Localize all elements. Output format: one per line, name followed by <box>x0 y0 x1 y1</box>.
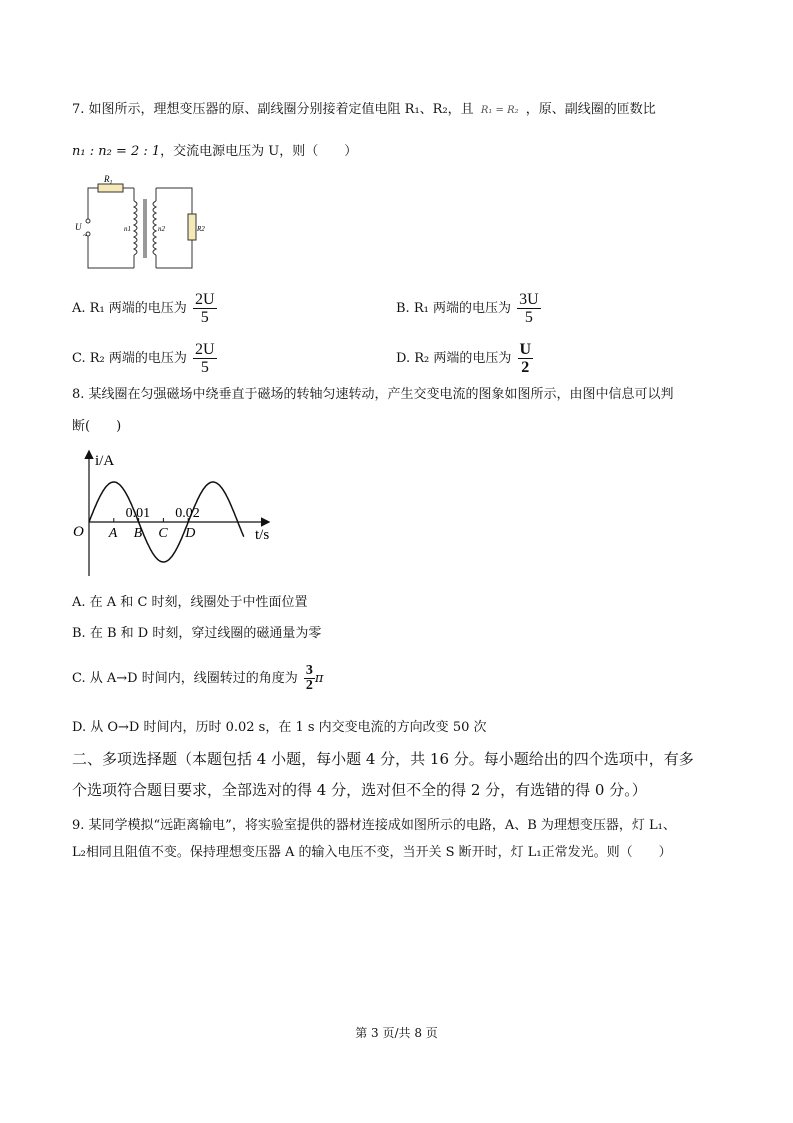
q7-option-a[interactable] <box>72 291 217 326</box>
tilde-label: ~ <box>83 231 88 240</box>
q7-stem-line2 <box>72 144 357 160</box>
q7-option-c-label: C. R₂ 两端的电压为 <box>72 351 187 366</box>
frac-numerator: 3U <box>519 291 539 308</box>
q7-stem-line1 <box>72 102 656 119</box>
q8-option-c-label: C. 从 A→D 时间内，线圈转过的角度为 <box>72 671 298 686</box>
q7-stem-text-end: ，原、副线圈的匝数比 <box>525 102 656 117</box>
point-label-c: C <box>158 526 168 541</box>
q7-option-c[interactable] <box>72 341 217 376</box>
n2-label: n2 <box>158 225 165 233</box>
point-label-b: B <box>133 526 143 541</box>
tick-label: 0.02 <box>175 506 200 521</box>
frac-numerator: 2U <box>195 341 215 358</box>
section2-heading-line2: 个选项符合题目要求，全部选对的得 4 分，选对但不全的得 2 分，有选错的得 0 分。） <box>72 781 647 799</box>
point-label-d: D <box>185 526 196 541</box>
q8-option-a[interactable]: A. 在 A 和 C 时刻，线圈处于中性面位置 <box>72 595 308 610</box>
frac-numerator: 2U <box>194 291 215 308</box>
r2-label: R2 <box>197 225 205 233</box>
q8-stem-line1: 8. 某线圈在匀强磁场中绕垂直于磁场的转轴匀速转动，产生交变电流的图象如图所示，由图中信息可以判 <box>72 387 674 402</box>
q8-option-c[interactable] <box>72 664 323 693</box>
q7-option-a-fraction <box>193 291 217 326</box>
y-axis-label: i/A <box>95 453 115 469</box>
q7-turns-ratio: n₁ : n₂ = 2 : 1 <box>72 144 161 159</box>
frac-denominator: 5 <box>524 309 533 326</box>
q9-stem-line1: 9. 某同学模拟“远距离输电”，将实验室提供的器材连接成如图所示的电路，A、B 为理想变压器，灯 L₁、 <box>72 818 676 833</box>
q8-option-b[interactable]: B. 在 B 和 D 时刻，穿过线圈的磁通量为零 <box>72 626 322 641</box>
q7-stem-text2: ，交流电源电压为 U，则（ ） <box>160 144 358 159</box>
q7-stem-text: 7. 如图所示，理想变压器的原、副线圈分别接着定值电阻 R₁、R₂，且 <box>72 102 474 117</box>
r1-label: $R_1$ <box>104 174 113 186</box>
q7-option-d[interactable] <box>396 341 533 376</box>
q7-option-d-fraction <box>518 341 534 376</box>
q8-stem-line2: 断( ) <box>72 419 122 434</box>
n1-label: n1 <box>124 225 131 233</box>
frac-numerator: 3 <box>305 663 313 678</box>
q7-option-b-label: B. R₁ 两端的电压为 <box>396 301 511 316</box>
q8-current-graph <box>70 448 280 578</box>
q8-option-d[interactable]: D. 从 O→D 时间内，历时 0.02 s，在 1 s 内交变电流的方向改变 50 次 <box>72 720 487 735</box>
q7-condition: R₁ = R₂ <box>480 105 519 116</box>
q7-circuit-figure <box>74 174 205 272</box>
frac-denominator: 5 <box>200 309 209 326</box>
frac-numerator: U <box>519 341 532 358</box>
q9-stem-line2: L₂相同且阻值不变。保持理想变压器 A 的输入电压不变，当开关 S 断开时，灯 L₁正常发光。则（ ） <box>72 845 672 860</box>
q7-option-b[interactable] <box>396 291 541 326</box>
page-footer: 第 3 页/共 8 页 <box>355 1026 438 1040</box>
q7-option-a-label: A. R₁ 两端的电压为 <box>72 301 187 316</box>
q8-option-c-fraction <box>304 664 315 693</box>
x-axis-label: t/s <box>255 527 270 543</box>
frac-denominator: 5 <box>200 359 209 376</box>
section2-heading-line1: 二、多项选择题（本题包括 4 小题，每小题 4 分，共 16 分。每小题给出的四个选项中，有多 <box>72 750 694 768</box>
pi-symbol: π <box>314 671 324 686</box>
origin-label: O <box>73 524 84 540</box>
tick-label: 0.01 <box>125 506 151 521</box>
q7-option-d-label: D. R₂ 两端的电压为 <box>396 351 512 366</box>
frac-denominator: 2 <box>521 359 530 376</box>
q7-option-b-fraction <box>517 291 541 326</box>
u-label: U <box>75 222 82 232</box>
frac-denominator: 2 <box>305 678 313 693</box>
q7-option-c-fraction <box>193 341 217 376</box>
r2-resistor <box>188 214 196 240</box>
point-label-a: A <box>108 526 118 541</box>
